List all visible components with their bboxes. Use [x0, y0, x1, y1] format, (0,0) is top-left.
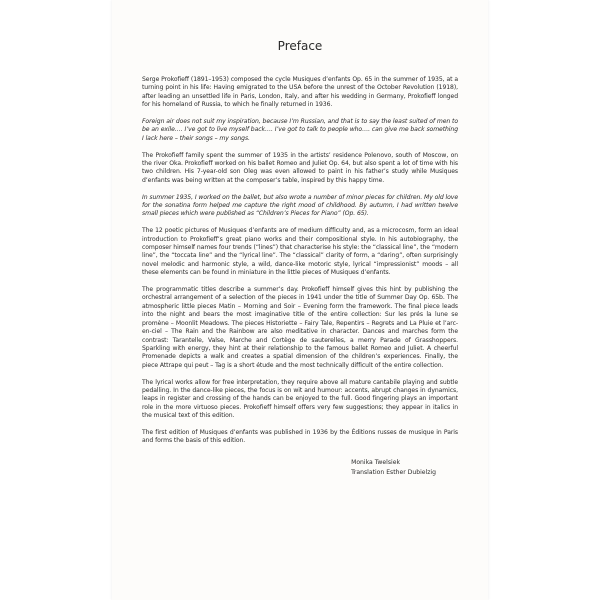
- paragraph-3: The 12 poetic pictures of Musiques d’enfants are of medium difficulty and, as a microcosm, form an ideal introduction to Prokofieff’s great piano works and their compositional style. In his autobiography, the composer himself names four trends (“lines”) that characterise his style: the “classical line”, the “modern line”, the “toccata line” and the “lyrical line”. The “classical” clarity of form, a “daring”, often surprisingly novel melodic and harmonic style, a wild, dance-like motoric style, lyrical “impressionist” moods – all these elements can be found in miniature in the little pieces of Musiques d’enfants.: [142, 227, 458, 277]
- quote-1: Foreign air does not suit my inspiration, because I’m Russian, and that is to say the least suited of men to be an exile…. I’ve got to live myself back…. I’ve got to talk to people who…. can give me back something I lack here – their songs – my songs.: [142, 118, 458, 142]
- paragraph-1: Serge Prokofieff (1891–1953) composed the cycle Musiques d’enfants Op. 65 in the summer of 1935, at a turning point in his life: Having emigrated to the USA before the unrest of the October Revolution (1918), after leading an unsettled life in Paris, London, Italy, and after his wedding in Germany, Prokofieff longed for his homeland of Russia, to which he finally returned in 1936.: [142, 76, 458, 109]
- page-title: Preface: [277, 39, 323, 53]
- paragraph-6: The first edition of Musiques d’enfants was published in 1936 by the Éditions russes de musique in Paris and forms the basis of this edition.: [142, 428, 458, 445]
- author-name: Monika Twelsiek: [351, 458, 400, 466]
- paragraph-5: The lyrical works allow for free interpretation, they require above all mature cantabile playing and subtle pedalling. In the dance-like pieces, the focus is on wit and humour: accents, abrupt changes in dynamics, leaps in register and crossing of the hands can be enjoyed to the full. Good fingering plays an important role in the more virtuoso pieces. Prokofieff himself offers very few suggestions; they appear in italics in the musical text of this edition.: [142, 378, 458, 420]
- translator-credit: Translation Esther Dubielzig: [351, 468, 436, 476]
- quote-2: In summer 1935, I worked on the ballet, but also wrote a number of minor pieces for children. My old love for the sonatina form helped me capture the right mood of childhood. By autumn, I had written twelve small pieces which were published as “Children’s Pieces for Piano” (Op. 65).: [142, 193, 458, 218]
- paragraph-2: The Prokofieff family spent the summer of 1935 in the artists’ residence Polenovo, south of Moscow, on the river Oka. Prokofieff worked on his ballet Romeo and Juliet Op. 64, but also spent a lot of time with his two children. His 7-year-old son Oleg was even allowed to paint in his father’s study while Musiques d’enfants was being written at the composer’s table, inspired by this happy time.: [142, 151, 458, 184]
- signature-block: [142, 458, 458, 478]
- paragraph-4: The programmatic titles describe a summer’s day. Prokofieff himself gives this hint by publishing the orchestral arrangement of a selection of the pieces in 1941 under the title of Summer Day Op. 65b. The atmospheric little pieces Matin – Morning and Soir – Evening form the framework. The final piece leads into the night and bears the most imaginative title of the entire collection: Sur les prés la lune se promène – Moonlit Meadows. The pieces Historiette – Fairy Tale, Repentirs – Regrets and La Pluie et l’arc-en-ciel – The Rain and the Rainbow are also meditative in character. Dances and marches form the contrast: Tarantelle, Valse, Marche and Cortège de sauterelles, a merry Parade of Grasshoppers. Sparkling with energy, they hint at their relationship to the famous ballet Romeo and Juliet. A cheerful Promenade depicts a walk and creates a spatial dimension of the children’s experiences. Finally, the piece Attrape qui peut – Tag is a short étude and the most technically difficult of the entire collection.: [142, 286, 458, 369]
- preface-content: [142, 38, 458, 478]
